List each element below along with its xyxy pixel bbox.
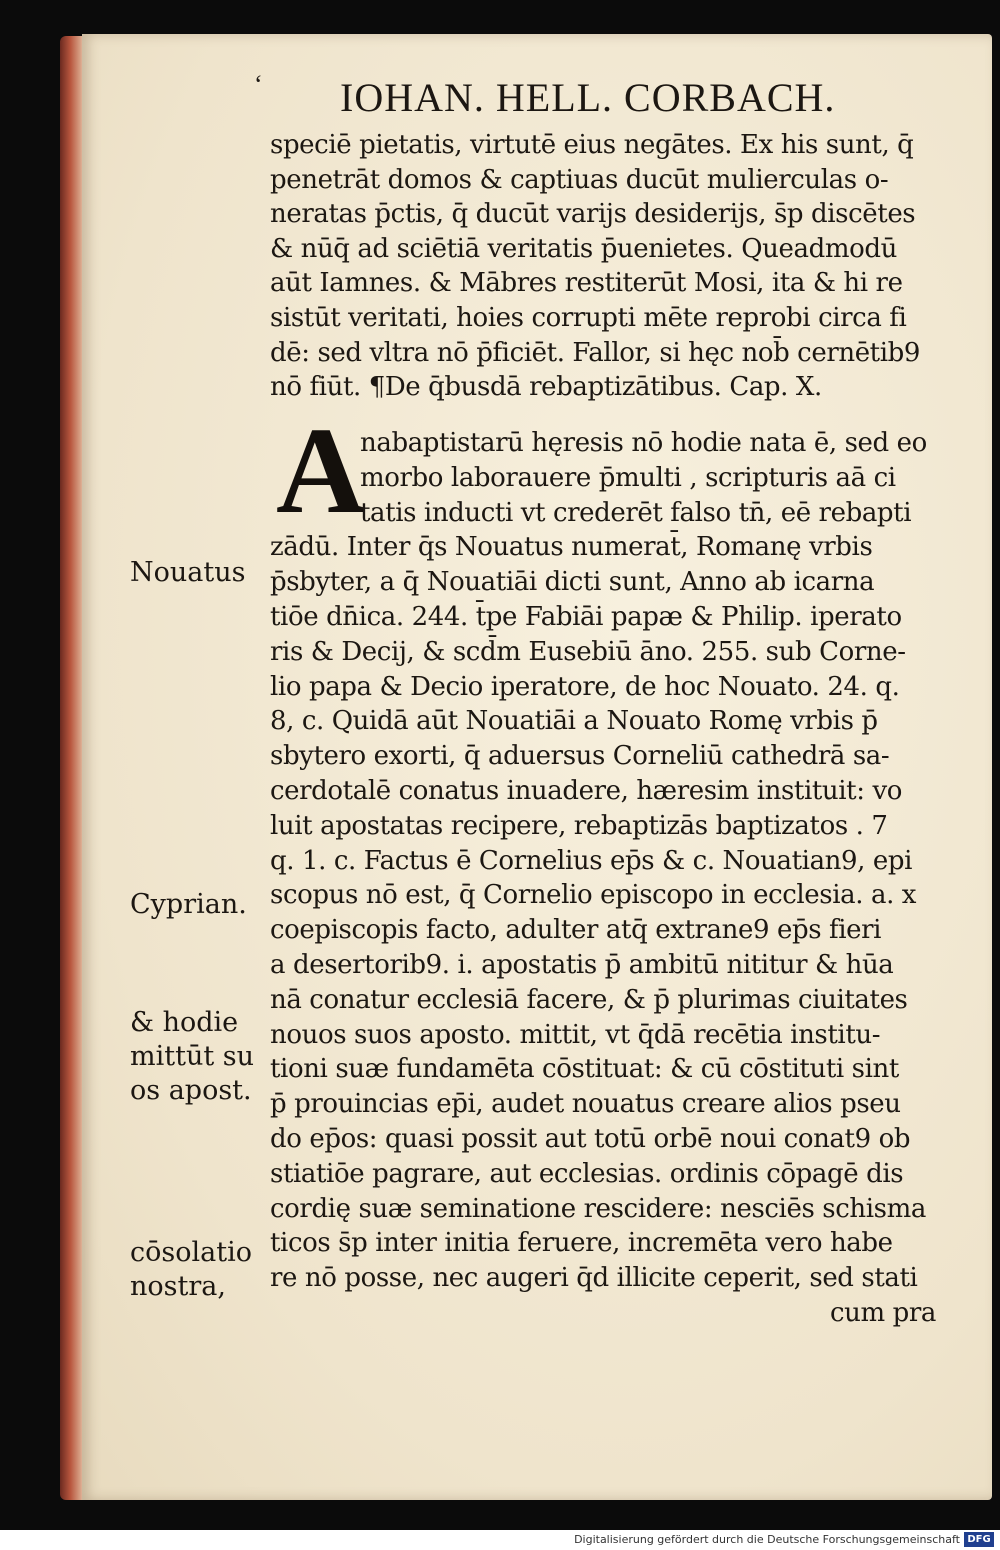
margin-note-line: cōsolatio (130, 1237, 252, 1268)
margin-note-nouatus: Nouatus (130, 557, 246, 588)
text-line: p̄sbyter, a q̄ Nouatiāi dicti sunt, Anno ab icarna (270, 567, 875, 598)
drop-cap: A (276, 402, 366, 539)
text-line: scopus nō est, q̄ Cornelio episcopo in ecclesia. a. x (270, 880, 917, 911)
text-line: re nō posse, nec augeri q̄d illicite ceperit, sed stati (270, 1263, 918, 1294)
margin-note-line: mittūt su (130, 1041, 255, 1072)
catchword: cum pra (830, 1297, 936, 1328)
text-line: nouos suos aposto. mittit, vt q̄dā recētia institu- (270, 1019, 881, 1050)
text-line: sistūt veritati, hoies corrupti mēte reprobi circa fi (270, 302, 907, 333)
text-line: ris & Decij, & scd̄m Eusebiū āno. 255. sub Corne- (270, 636, 906, 667)
text-line: speciē pietatis, virtutē eius negātes. Ex his sunt, q̄ (270, 130, 914, 160)
text-line: lio papa & Decio iperatore, de hoc Nouato. 24. q. (270, 671, 900, 702)
chapter-heading-line: nō fiūt. ¶De q̄busdā rebaptizātibus. Cap. X. (270, 372, 822, 403)
text-line: stiatiōe pagrare, aut ecclesias. ordinis cōpagē dis (270, 1158, 904, 1189)
text-line: & nūq̄ ad sciētiā veritatis p̄uenietes. Queadmodū (270, 233, 897, 264)
text-line: morbo laborauere p̄multi , scripturis aā ci (360, 462, 896, 493)
text-line: luit apostatas recipere, rebaptizās baptizatos . 7 (270, 810, 888, 841)
text-line: aūt Iamnes. & Mābres restiterūt Mosi, ita & hi re (270, 268, 903, 299)
text-line: p̄ prouincias ep̄i, audet nouatus creare alios pseu (270, 1089, 901, 1120)
text-line: sbytero exorti, q̄ aduersus Corneliū cathedrā sa- (270, 741, 890, 772)
text-line: coepiscopis facto, adulter atq̄ extrane9 ep̄s fieri (270, 915, 882, 946)
margin-note-line: nostra, (130, 1271, 226, 1302)
text-line: q. 1. c. Factus ē Cornelius ep̄s & c. Nouatian9, epi (270, 845, 913, 876)
text-line: cordię suæ seminatione rescidere: nesciēs schisma (270, 1193, 926, 1224)
text-line: 8, c. Quidā aūt Nouatiāi a Nouato Romę vrbis p̄ (270, 706, 878, 737)
margin-note-cyprian: Cyprian. (130, 889, 247, 920)
head-mark: ‘ (254, 70, 263, 99)
text-line: dē: sed vltra nō p̄ficiēt. Fallor, si hęc nob̄ cernētib9 (270, 337, 921, 368)
text-line: tiōe dn̄ica. 244. t̄pe Fabiāi papæ & Philip. iperato (270, 601, 902, 632)
text-line: do ep̄os: quasi possit aut totū orbē noui conat9 ob (270, 1123, 911, 1154)
text-line: neratas p̄ctis, q̄ ducūt varijs desiderijs, s̄p discētes (270, 199, 916, 230)
text-line: zādū. Inter q̄s Nouatus numerat̄, Romanę vrbis (270, 532, 873, 563)
margin-note-consolatio (130, 1236, 252, 1304)
text-line: cerdotalē conatus inuadere, hæresim instituit: vo (270, 775, 902, 806)
text-line: ticos s̄p inter initia feruere, incremēta vero habe (270, 1228, 893, 1259)
margin-note-line: & hodie (130, 1007, 239, 1038)
funding-notice: Digitalisierung gefördert durch die Deutsche Forschungsgemeinschaft (574, 1533, 960, 1546)
footer-bar (0, 1530, 1000, 1550)
text-line: nabaptistarū hęresis nō hodie nata ē, sed eo (360, 428, 927, 458)
text-line: penetrāt domos & captiuas ducūt mulierculas o- (270, 164, 889, 195)
dfg-logo: DFG (964, 1532, 994, 1547)
paragraph-1 (270, 128, 950, 405)
text-line: nā conatur ecclesiā facere, & p̄ plurimas ciuitates (270, 984, 908, 1015)
margin-note-line: os apost. (130, 1075, 252, 1106)
running-head: IOHAN. HELL. CORBACH. (340, 75, 836, 120)
text-line: a desertorib9. i. apostatis p̄ ambitū nititur & hūa (270, 949, 894, 980)
text-line: tioni suæ fundamēta cōstituat: & cū cōstituti sint (270, 1054, 899, 1085)
margin-note-hodie (130, 1006, 254, 1108)
text-line: tatis inducti vt crederēt falso tn̄, eē rebapti (360, 497, 912, 528)
paragraph-2 (270, 426, 950, 1331)
